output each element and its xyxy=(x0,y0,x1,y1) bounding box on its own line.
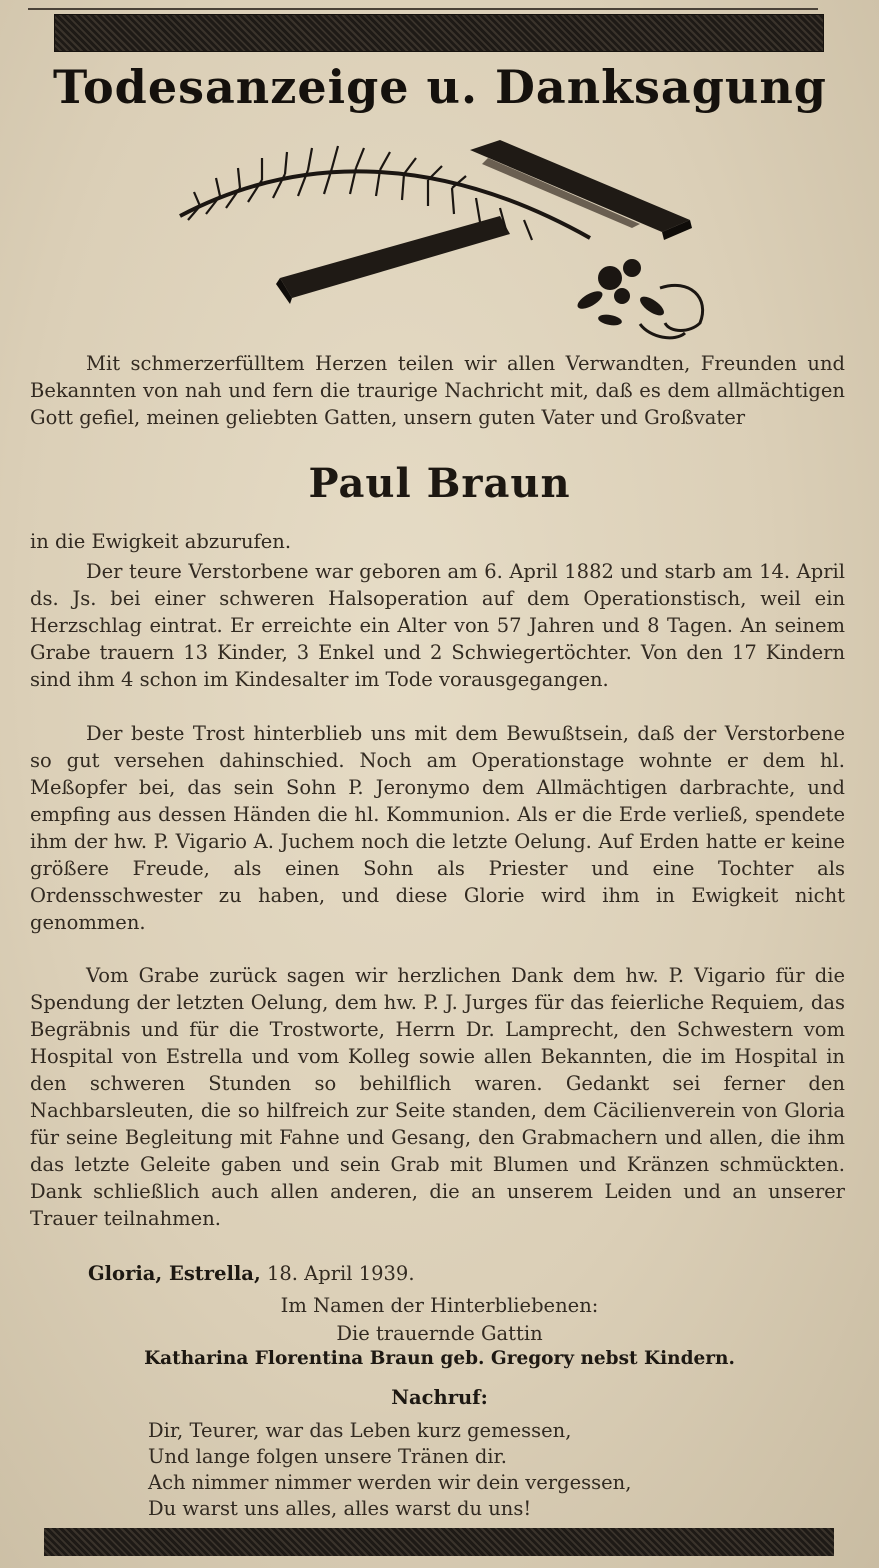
life-paragraph: Der teure Verstorbene war geboren am 6. April 1882 und starb am 14. April ds. Js. bei einer schweren Halsoperation auf dem Operationstisch, weil ein Herzschlag eintrat. Er erreichte ein Alter von 57 Jahren und 8 Tagen. An seinem Grabe trauern 13 Kinder, 3 Enkel und 2 Schwiegertöchter. Von den 17 Kindern sind ihm 4 schon im Kindesalter im Tode vorausgegangen. xyxy=(30,560,845,691)
place: Gloria, Estrella, xyxy=(88,1262,261,1285)
nachruf-title: Nachruf: xyxy=(391,1386,488,1409)
widow-label: Die trauernde Gattin xyxy=(336,1322,543,1345)
deceased-name: Paul Braun xyxy=(308,460,571,507)
on-behalf-line: Im Namen der Hinterbliebenen: xyxy=(280,1294,599,1317)
top-rule xyxy=(28,8,818,10)
top-border-bar xyxy=(54,14,824,52)
bottom-border-bar xyxy=(44,1528,834,1556)
comfort-paragraph: Der beste Trost hinterblieb uns mit dem Bewußtsein, daß der Verstorbene so gut versehen dahinschied. Noch am Operationstage wohnte er dem hl. Meßopfer bei, das sein Sohn P. Jeronymo dem Allmächtigen darbrachte, und empfing aus dessen Händen die hl. Kommunion. Als er die Erde verließ, spendete ihm der hw. P. Vigario A. Juchem noch die letzte Oelung. Auf Erden hatte er keine größere Freude, als einen Sohn als Priester und eine Tochter als Ordensschwester zu haben, und diese Glorie wird ihm in Ewigkeit nicht genommen. xyxy=(30,722,845,934)
thanks-paragraph: Vom Grabe zurück sagen wir herzlichen Dank dem hw. P. Vigario für die Spendung der letzten Oelung, dem hw. P. J. Jurges für das feierliche Requiem, das Begräbnis und für die Trostworte, Herrn Dr. Lamprecht, den Schwestern vom Hospital von Estrella und vom Kolleg sowie allen Bekannten, die im Hospital in den schweren Stunden so behilflich waren. Gedankt sei ferner den Nachbarsleuten, die so hilfreich zur Seite standen, dem Cäcilienverein von Gloria für seine Begleitung mit Fahne und Gesang, den Grabmachern und allen, die ihm das letzte Geleite gaben und sein Grab mit Blumen und Kränzen schmückten. Dank schließlich auch allen anderen, die an unserem Leiden und an unserer Trauer teilnahmen. xyxy=(30,964,845,1230)
widow-name: Katharina Florentina Braun geb. Gregory nebst Kindern. xyxy=(144,1348,735,1369)
poem xyxy=(148,1418,768,1522)
after-name-line: in die Ewigkeit abzurufen. xyxy=(30,530,292,553)
date: 18. April 1939. xyxy=(266,1262,415,1285)
intro-paragraph: Mit schmerzerfülltem Herzen teilen wir allen Verwandten, Freunden und Bekannten von nah und fern die traurige Nachricht mit, daß es dem allmächtigen Gott gefiel, meinen geliebten Gatten, unsern guten Vater und Großvater xyxy=(30,352,845,429)
place-date-line xyxy=(88,1262,415,1285)
poem-line: Du warst uns alles, alles warst du uns! xyxy=(148,1497,532,1520)
palm-branch-and-cross-icon xyxy=(170,128,730,348)
poem-line: Und lange folgen unsere Tränen dir. xyxy=(148,1445,507,1468)
poem-line: Ach nimmer nimmer werden wir dein vergessen, xyxy=(148,1471,632,1494)
poem-line: Dir, Teurer, war das Leben kurz gemessen, xyxy=(148,1419,572,1442)
headline: Todesanzeige u. Danksagung xyxy=(53,60,827,114)
